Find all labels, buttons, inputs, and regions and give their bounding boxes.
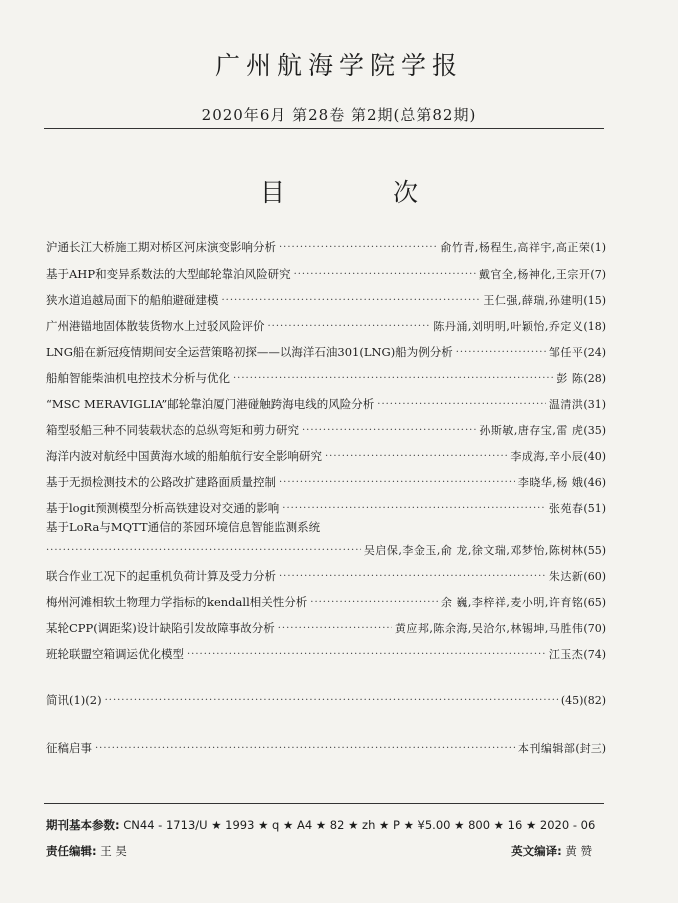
entry-page: (74) <box>583 647 606 661</box>
entry-title: 梅州河滩相软土物理力学指标的kendall相关性分析 <box>46 595 308 609</box>
news-entry <box>46 690 606 710</box>
leader-dots <box>302 425 476 436</box>
leader-dots <box>46 545 361 556</box>
editor-label: 责任编辑: <box>46 844 97 858</box>
entry-title-line <box>46 519 606 535</box>
toc-entry <box>46 420 606 440</box>
entry-authors: 张苑春 <box>548 502 584 515</box>
toc-entry <box>46 618 606 638</box>
toc-entry <box>46 540 606 560</box>
entry-title: 基于AHP和变异系数法的大型邮轮靠泊风险研究 <box>46 267 291 281</box>
leader-dots <box>105 695 558 706</box>
toc-entry <box>46 446 606 466</box>
top-divider <box>44 128 604 129</box>
leader-dots <box>456 347 546 358</box>
leader-dots <box>187 649 546 660</box>
call-title: 征稿启事 <box>46 741 92 755</box>
leader-dots <box>222 295 481 306</box>
toc-entry <box>46 644 606 664</box>
leader-dots <box>279 571 546 582</box>
issue-line: 2020年6月 第28卷 第2期(总第82期) <box>201 106 477 124</box>
entry-page: (1) <box>590 240 606 254</box>
entry-authors: 黄应邦,陈余海,吴洽尔,林锡坤,马胜伟 <box>394 622 584 635</box>
leader-dots <box>268 321 431 332</box>
entry-authors: 戴官全,杨神化,王宗开 <box>478 268 591 281</box>
toc-entry <box>46 472 606 492</box>
toc-entry <box>46 237 606 257</box>
leader-dots <box>278 623 392 634</box>
entry-page: (65) <box>583 595 606 609</box>
bottom-divider <box>44 803 604 804</box>
entry-authors: 温清洪 <box>548 398 584 411</box>
entry-page: (51) <box>583 501 606 515</box>
entry-authors: 朱达新 <box>548 570 584 583</box>
toc-entry <box>46 316 606 336</box>
entry-title: 基于无损检测技术的公路改扩建路面质量控制 <box>46 475 276 489</box>
leader-dots <box>282 503 546 514</box>
entry-page: (7) <box>590 267 606 281</box>
entry-page: (35) <box>583 423 606 437</box>
entry-authors: 孙斯敏,唐存宝,雷 虎 <box>479 424 584 437</box>
entry-title: 广州港锚地固体散装货物水上过驳风险评价 <box>46 319 265 333</box>
leader-dots <box>279 477 515 488</box>
entry-authors: 彭 陈 <box>556 372 584 385</box>
call-entry <box>46 738 606 758</box>
entry-authors: 李晓华,杨 娥 <box>517 476 584 489</box>
news-title: 简讯(1)(2) <box>46 693 102 707</box>
entry-title: 班轮联盟空箱调运优化模型 <box>46 647 184 661</box>
entry-title: 箱型驳船三种不同装载状态的总纵弯矩和剪力研究 <box>46 423 299 437</box>
call-page: (封三) <box>575 742 606 755</box>
toc-entry <box>46 342 606 362</box>
entry-authors: 江玉杰 <box>548 648 584 661</box>
entry-title: LNG船在新冠疫情期间安全运营策略初探——以海洋石油301(LNG)船为例分析 <box>46 345 453 359</box>
entry-page: (24) <box>583 345 606 359</box>
leader-dots <box>325 451 507 462</box>
params-label: 期刊基本参数: <box>46 818 120 832</box>
entry-authors: 王仁强,薛瑞,孙建明 <box>483 294 584 307</box>
entry-authors: 邹任平 <box>548 346 584 359</box>
entry-title: 联合作业工况下的起重机负荷计算及受力分析 <box>46 569 276 583</box>
entry-authors: 吴启保,李金玉,俞 龙,徐文瑞,邓梦怡,陈树林 <box>363 544 584 557</box>
entry-title: “MSC MERAVIGLIA”邮轮靠泊厦门港碰触跨海电线的风险分析 <box>46 397 375 411</box>
toc-entry <box>46 592 606 612</box>
entry-authors: 陈丹涌,刘明明,叶颖怡,乔定义 <box>433 320 584 333</box>
entry-page: (60) <box>583 569 606 583</box>
entry-title: 某轮CPP(调距桨)设计缺陷引发故障事故分析 <box>46 621 275 635</box>
entry-authors: 李成海,辛小辰 <box>510 450 584 463</box>
toc-entry <box>46 368 606 388</box>
toc-entry <box>46 264 606 284</box>
english-editor-line <box>511 843 592 859</box>
entry-page: (28) <box>583 371 606 385</box>
toc-entry <box>46 394 606 414</box>
journal-title: 广州航海学院学报 <box>214 51 463 80</box>
toc-entry <box>46 498 606 518</box>
toc-entry <box>46 290 606 310</box>
params-value: CN44 - 1713/U ★ 1993 ★ q ★ A4 ★ 82 ★ zh ★ P ★ ¥5.00 ★ 800 ★ 16 ★ 2020 - 06 <box>123 818 596 832</box>
leader-dots <box>294 269 476 280</box>
entry-title: 基于LoRa与MQTT通信的茶园环境信息智能监测系统 <box>46 520 321 534</box>
entry-authors: 俞竹青,杨程生,高祥宇,高正荣 <box>440 241 591 254</box>
leader-dots <box>95 743 515 754</box>
journal-params <box>46 817 595 833</box>
entry-page: (46) <box>583 475 606 489</box>
call-authors: 本刊编辑部 <box>517 742 576 755</box>
toc-title: 目 次 <box>260 178 468 207</box>
news-page: (45)(82) <box>560 693 606 707</box>
entry-page: (70) <box>583 621 606 635</box>
editor-line <box>46 843 127 859</box>
leader-dots <box>310 597 438 608</box>
entry-title: 海洋内波对航经中国黄海水域的船舶航行安全影响研究 <box>46 449 322 463</box>
leader-dots <box>377 399 546 410</box>
entry-page: (55) <box>583 543 606 557</box>
entry-title: 基于logit预测模型分析高铁建设对交通的影响 <box>46 501 280 515</box>
entry-title: 狭水道追越局面下的船舶避碰建模 <box>46 293 219 307</box>
entry-title: 沪通长江大桥施工期对桥区河床演变影响分析 <box>46 240 276 254</box>
leader-dots <box>233 373 553 384</box>
entry-page: (18) <box>583 319 606 333</box>
entry-page: (40) <box>583 449 606 463</box>
leader-dots <box>279 242 437 253</box>
entry-page: (15) <box>583 293 606 307</box>
entry-authors: 余 巍,李梓祥,麦小明,许育铭 <box>440 596 584 609</box>
english-editor-label: 英文编译: <box>511 844 562 858</box>
editor-name: 王 昊 <box>100 844 127 858</box>
toc-entry <box>46 566 606 586</box>
entry-title: 船舶智能柴油机电控技术分析与优化 <box>46 371 230 385</box>
english-editor-name: 黄 赞 <box>565 844 592 858</box>
entry-page: (31) <box>583 397 606 411</box>
